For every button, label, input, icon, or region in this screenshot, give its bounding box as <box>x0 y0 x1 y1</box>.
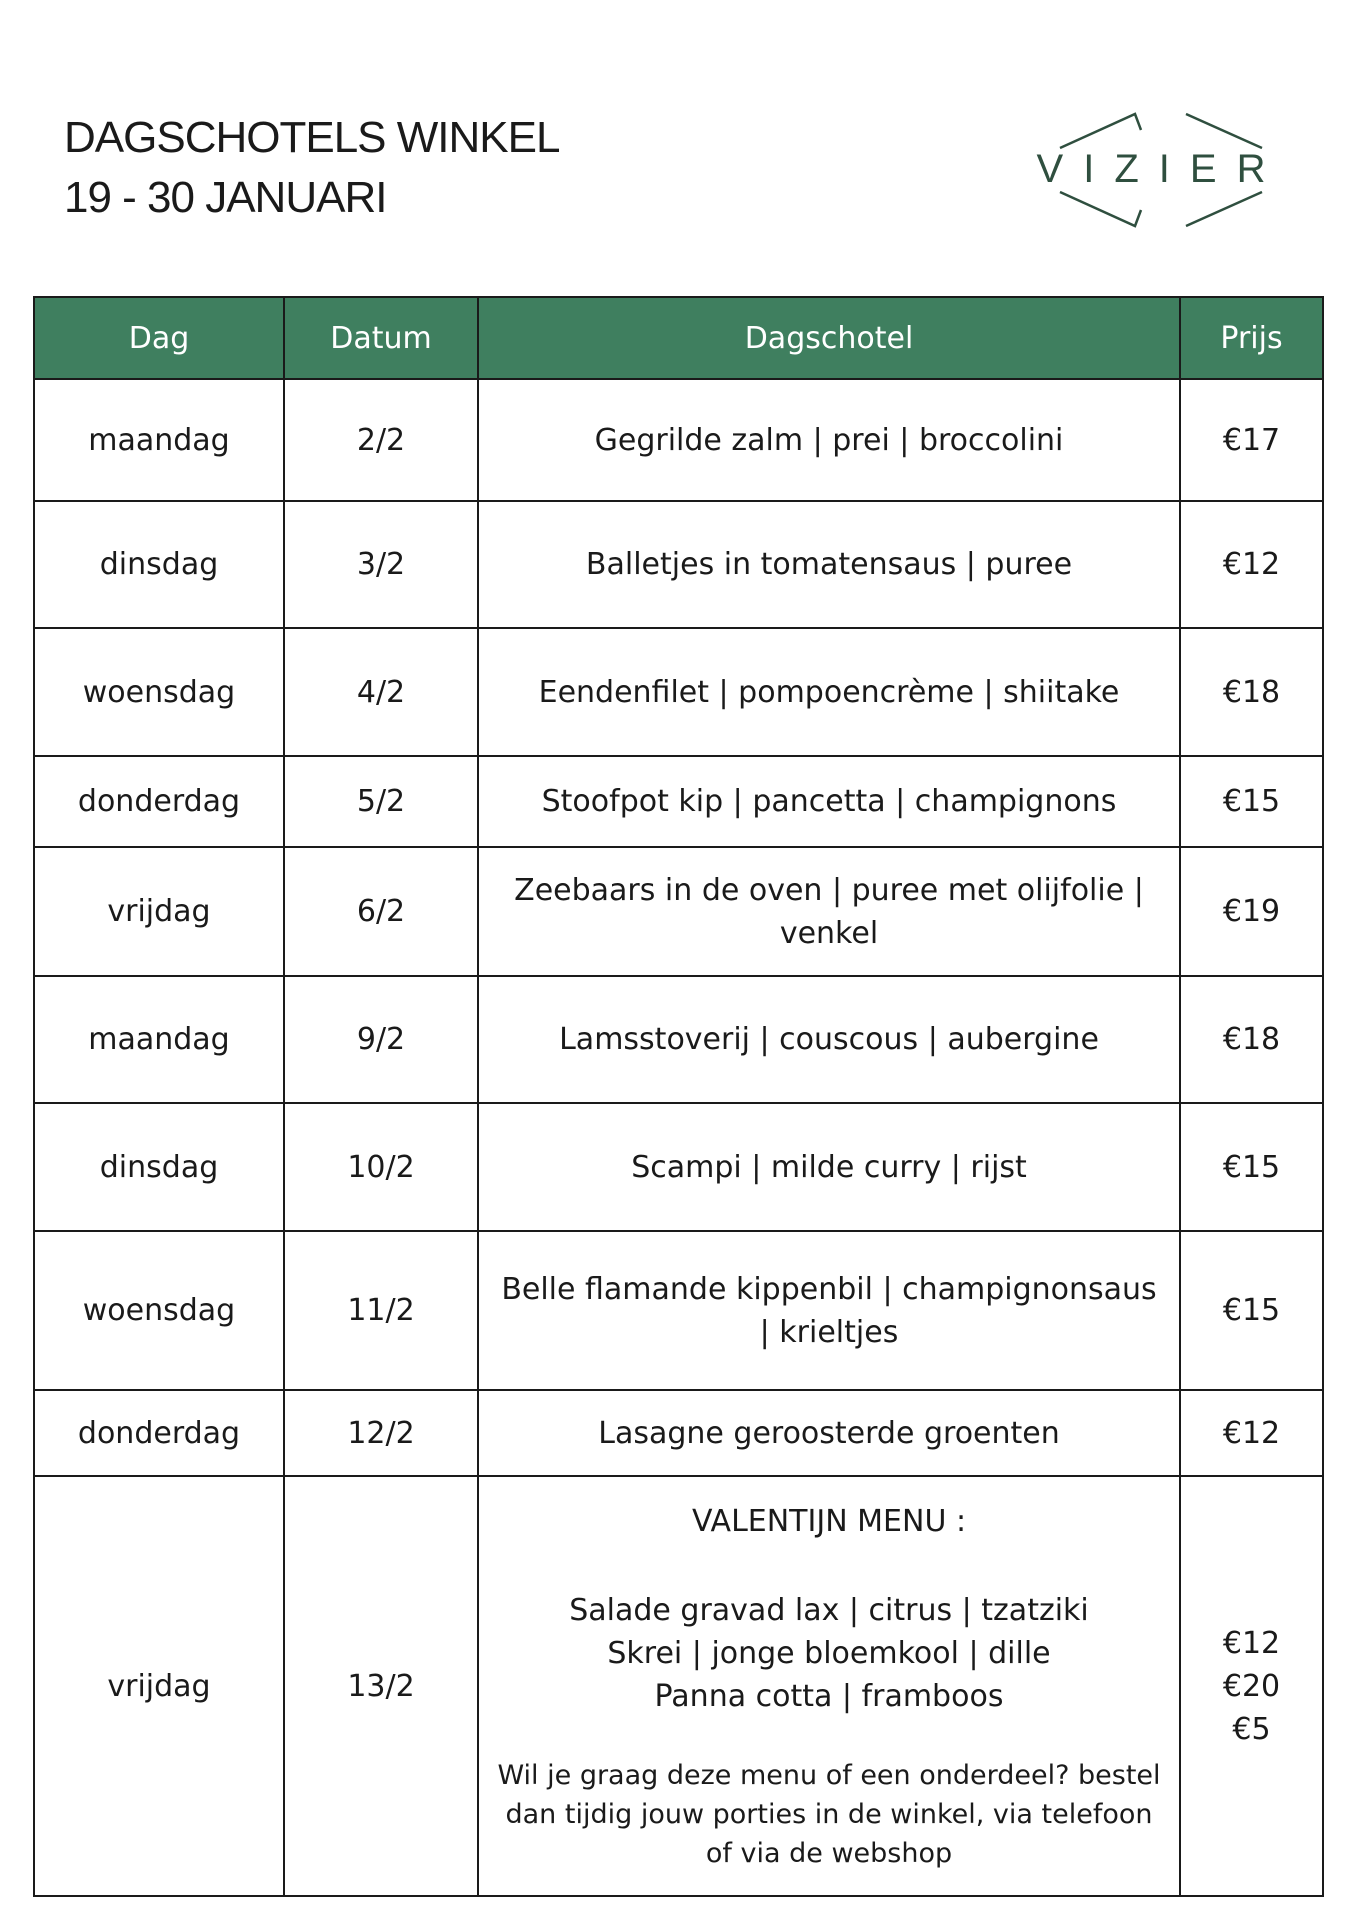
cell-datum: 13/2 <box>284 1476 478 1896</box>
valentine-price: €5 <box>1232 1711 1271 1747</box>
cell-prijs: €19 <box>1180 847 1323 976</box>
cell-dish: Balletjes in tomatensaus | puree <box>478 501 1180 628</box>
cell-prijs: €18 <box>1180 628 1323 756</box>
valentine-course: Panna cotta | framboos <box>654 1678 1004 1714</box>
column-header-prijs: Prijs <box>1180 297 1323 379</box>
cell-dish: Belle flamande kippenbil | champignonsaus | krieltjes <box>478 1231 1180 1390</box>
menu-table <box>33 296 1324 1897</box>
vizier-logo <box>1036 108 1286 232</box>
cell-dag: vrijdag <box>34 847 284 976</box>
cell-dish: Lasagne geroosterde groenten <box>478 1390 1180 1476</box>
cell-prijs: €17 <box>1180 379 1323 501</box>
cell-datum: 10/2 <box>284 1103 478 1231</box>
cell-datum: 11/2 <box>284 1231 478 1390</box>
cell-dag: maandag <box>34 379 284 501</box>
table-row <box>34 1103 1323 1231</box>
cell-dag: donderdag <box>34 756 284 847</box>
cell-datum: 4/2 <box>284 628 478 756</box>
cell-dag: dinsdag <box>34 501 284 628</box>
title-line-1: DAGSCHOTELS WINKEL <box>64 113 560 162</box>
cell-dag: maandag <box>34 976 284 1103</box>
table-row <box>34 976 1323 1103</box>
cell-dish: Gegrilde zalm | prei | broccolini <box>478 379 1180 501</box>
table-row <box>34 1390 1323 1476</box>
valentine-course: Salade gravad lax | citrus | tzatziki <box>569 1592 1089 1628</box>
cell-datum: 2/2 <box>284 379 478 501</box>
cell-dish: Scampi | milde curry | rijst <box>478 1103 1180 1231</box>
cell-dish: Lamsstoverij | couscous | aubergine <box>478 976 1180 1103</box>
table-header-row <box>34 297 1323 379</box>
cell-datum: 12/2 <box>284 1390 478 1476</box>
logo-text: VIZIER <box>1036 147 1286 191</box>
table-row-valentine <box>34 1476 1323 1896</box>
valentine-price: €20 <box>1222 1668 1281 1704</box>
table-row <box>34 628 1323 756</box>
cell-dag: woensdag <box>34 628 284 756</box>
cell-datum: 6/2 <box>284 847 478 976</box>
table-row <box>34 379 1323 501</box>
table-row <box>34 847 1323 976</box>
cell-dag: dinsdag <box>34 1103 284 1231</box>
valentine-menu-title: VALENTIJN MENU : <box>691 1503 967 1539</box>
title-line-2: 19 - 30 JANUARI <box>64 173 387 222</box>
cell-dish: Zeebaars in de oven | puree met olijfolie | venkel <box>478 847 1180 976</box>
cell-datum: 3/2 <box>284 501 478 628</box>
column-header-dagschotel: Dagschotel <box>478 297 1180 379</box>
cell-prijs: €15 <box>1180 1103 1323 1231</box>
valentine-course: Skrei | jonge bloemkool | dille <box>607 1635 1051 1671</box>
cell-dag: donderdag <box>34 1390 284 1476</box>
cell-datum: 9/2 <box>284 976 478 1103</box>
cell-dish-valentine <box>478 1476 1180 1896</box>
table-row <box>34 501 1323 628</box>
column-header-dag: Dag <box>34 297 284 379</box>
cell-prijs: €12 <box>1180 1390 1323 1476</box>
cell-dag: vrijdag <box>34 1476 284 1896</box>
cell-prijs: €18 <box>1180 976 1323 1103</box>
valentine-order-note: Wil je graag deze menu of een onderdeel? bestel dan tijdig jouw porties in de winkel, via telefoon of via de webshop <box>497 1759 1161 1869</box>
cell-prijs-valentine <box>1180 1476 1323 1896</box>
table-row <box>34 756 1323 847</box>
cell-prijs: €12 <box>1180 501 1323 628</box>
cell-dag: woensdag <box>34 1231 284 1390</box>
cell-dish: Eendenfilet | pompoencrème | shiitake <box>478 628 1180 756</box>
cell-datum: 5/2 <box>284 756 478 847</box>
valentine-price: €12 <box>1222 1625 1281 1661</box>
cell-prijs: €15 <box>1180 1231 1323 1390</box>
column-header-datum: Datum <box>284 297 478 379</box>
page-title <box>64 108 559 228</box>
table-row <box>34 1231 1323 1390</box>
cell-dish: Stoofpot kip | pancetta | champignons <box>478 756 1180 847</box>
cell-prijs: €15 <box>1180 756 1323 847</box>
